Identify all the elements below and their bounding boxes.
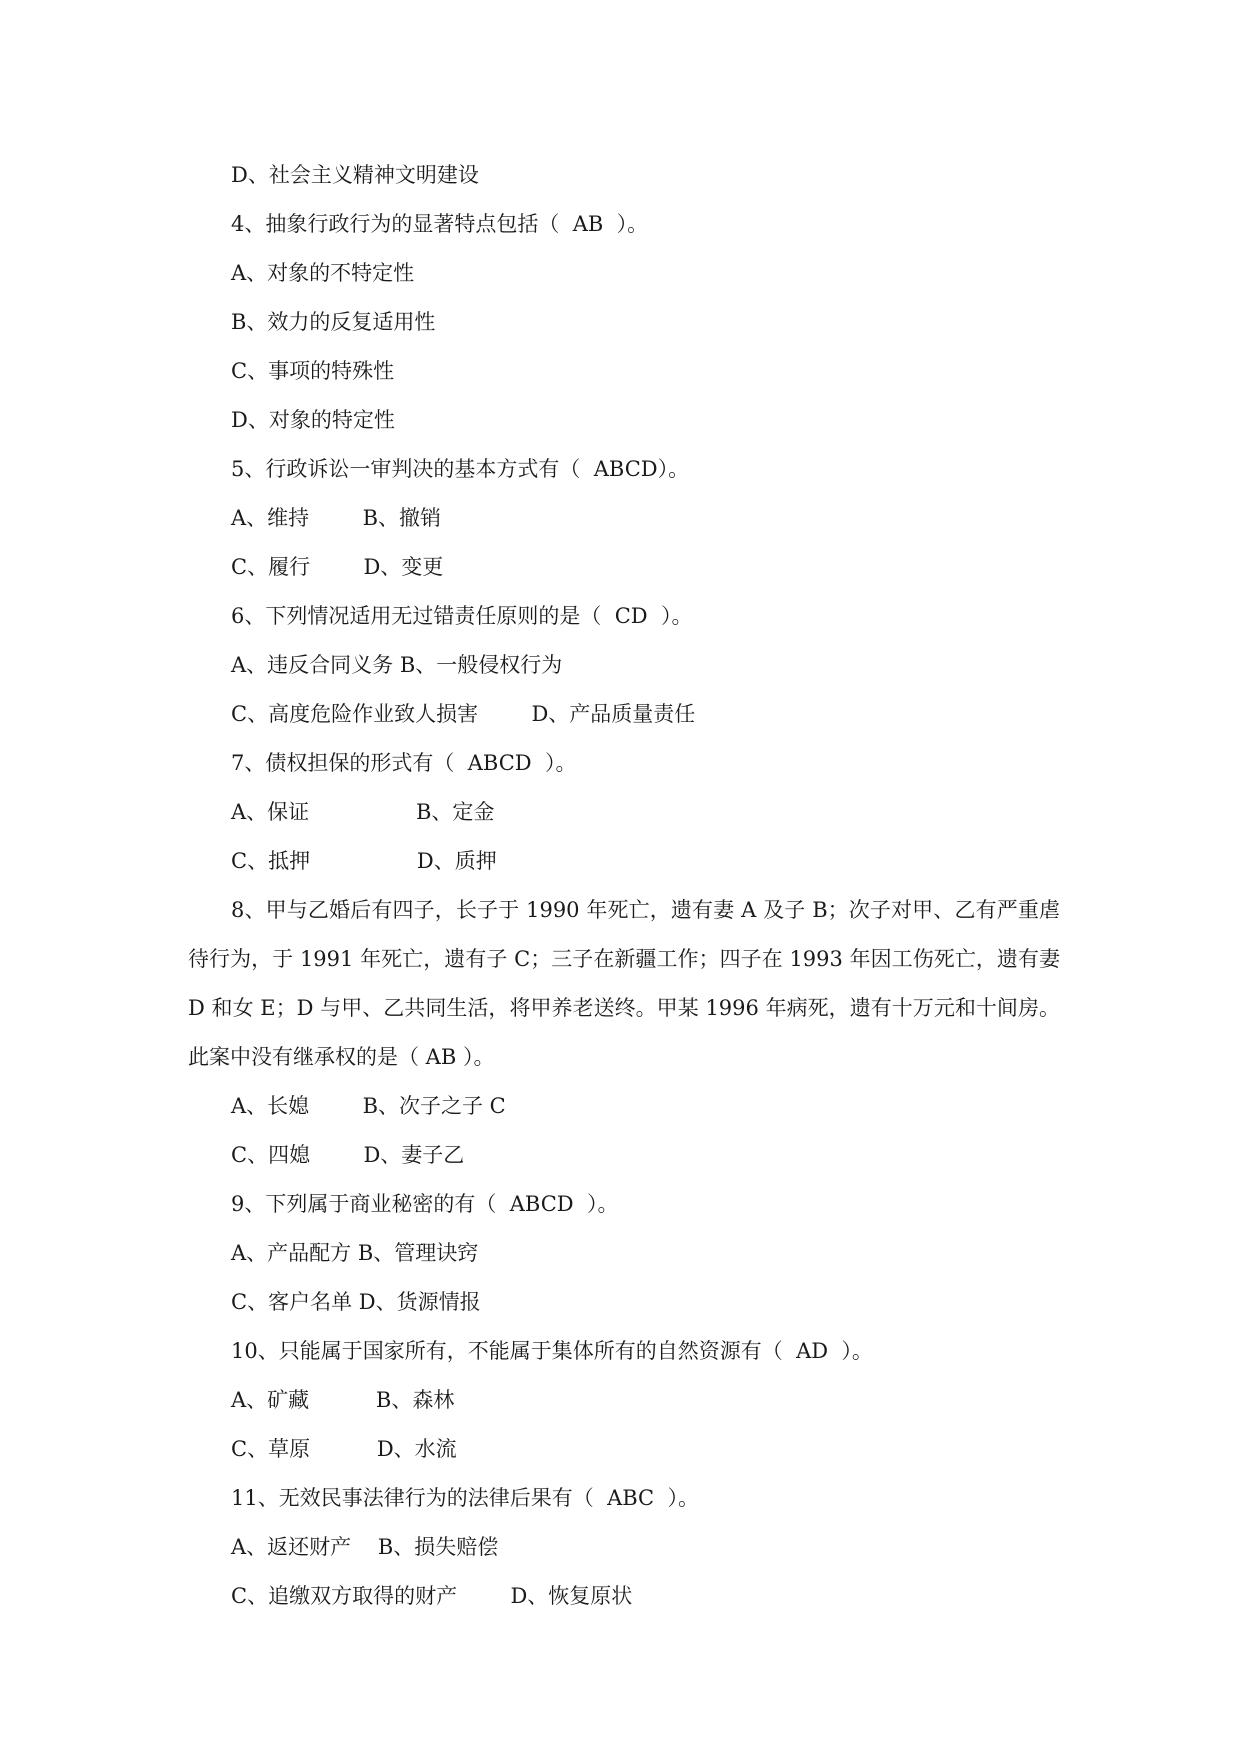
options-5ab: A、维持 B、撤销 [231, 506, 441, 530]
option-4a: A、对象的不特定性 [231, 261, 415, 285]
options-6cd: C、高度危险作业致人损害 D、产品质量责任 [231, 702, 696, 726]
options-10cd: C、草原 D、水流 [231, 1437, 457, 1461]
question-5: 5、行政诉讼一审判决的基本方式有（ ABCD）。 [231, 457, 690, 481]
options-7ab: A、保证 B、定金 [231, 800, 495, 824]
options-8cd: C、四媳 D、妻子乙 [231, 1143, 465, 1167]
options-11cd: C、追缴双方取得的财产 D、恢复原状 [231, 1584, 633, 1608]
question-8: 8、甲与乙婚后有四子，长子于 1990 年死亡，遗有妻 A 及子 B；次子对甲、乙有严重虐待行为，于 1991 年死亡，遗有子 C；三子在新疆工作；四子在 1993 年因工伤死亡，遗有妻 D 和女 E；D 与甲、乙共同生活，将甲养老送终。甲某 1996 年病死，遗有十万元和十间房。此案中没有继承权的是（ AB ）。 [188, 898, 1060, 1069]
options-9ab: A、产品配方 B、管理诀窍 [231, 1241, 479, 1265]
options-7cd: C、抵押 D、质押 [231, 849, 497, 873]
option-4c: C、事项的特殊性 [231, 359, 395, 383]
question-7: 7、债权担保的形式有（ ABCD ）。 [231, 751, 577, 775]
options-8ab: A、长媳 B、次子之子 C [231, 1094, 506, 1118]
question-11: 11、无效民事法律行为的法律后果有（ ABC ）。 [231, 1486, 699, 1510]
options-11ab: A、返还财产 B、损失赔偿 [231, 1535, 499, 1559]
document-body [188, 151, 1060, 1621]
options-6ab: A、违反合同义务 B、一般侵权行为 [231, 653, 563, 677]
option-3d: D、社会主义精神文明建设 [231, 163, 479, 187]
options-5cd: C、履行 D、变更 [231, 555, 444, 579]
options-10ab: A、矿藏 B、森林 [231, 1388, 455, 1412]
question-4: 4、抽象行政行为的显著特点包括（ AB ）。 [231, 212, 649, 236]
question-10: 10、只能属于国家所有，不能属于集体所有的自然资源有（ AD ）。 [231, 1339, 873, 1363]
option-4d: D、对象的特定性 [231, 408, 395, 432]
question-6: 6、下列情况适用无过错责任原则的是（ CD ）。 [231, 604, 693, 628]
option-4b: B、效力的反复适用性 [231, 310, 436, 334]
question-9: 9、下列属于商业秘密的有（ ABCD ）。 [231, 1192, 619, 1216]
options-9cd: C、客户名单 D、货源情报 [231, 1290, 481, 1314]
